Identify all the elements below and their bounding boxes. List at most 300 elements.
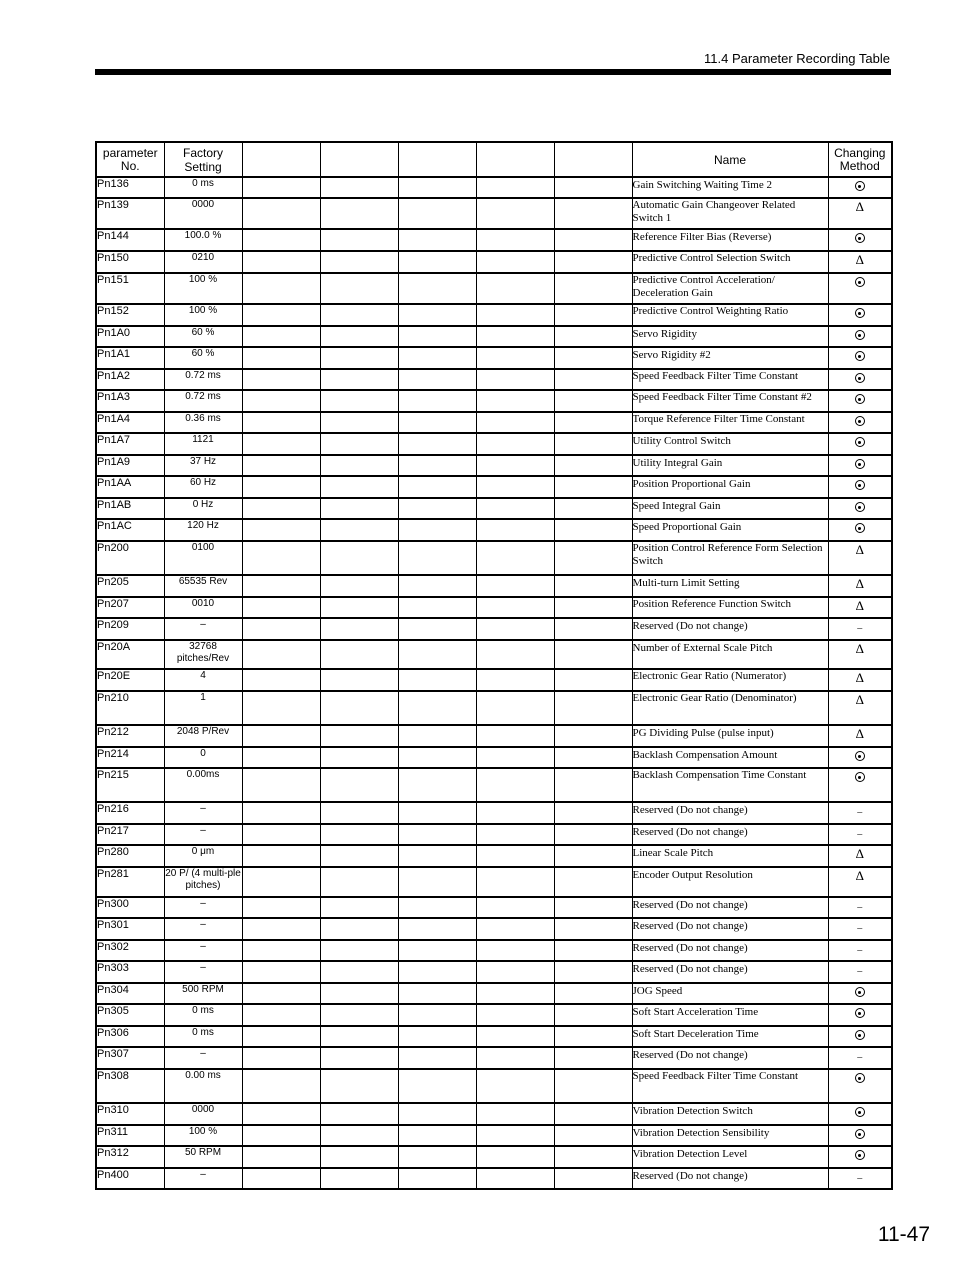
record-blank-cell bbox=[476, 768, 554, 802]
table-row bbox=[96, 433, 892, 455]
record-blank-cell bbox=[242, 455, 320, 476]
param-no-cell: Pn281 bbox=[96, 867, 164, 897]
parameter-name-cell: Soft Start Acceleration Time bbox=[632, 1004, 828, 1026]
record-blank-cell bbox=[320, 867, 398, 897]
record-blank-cell bbox=[398, 640, 476, 669]
record-blank-cell bbox=[398, 304, 476, 326]
param-no-cell: Pn20A bbox=[96, 640, 164, 669]
record-blank-cell bbox=[554, 867, 632, 897]
dash-icon: – bbox=[857, 902, 863, 913]
table-row bbox=[96, 455, 892, 476]
record-blank-cell bbox=[320, 747, 398, 768]
factory-setting-cell: 0 bbox=[164, 747, 242, 768]
table-row bbox=[96, 273, 892, 304]
factory-setting-cell: 100 % bbox=[164, 304, 242, 326]
record-blank-cell bbox=[398, 669, 476, 691]
table-row bbox=[96, 1069, 892, 1103]
immediate-effect-icon bbox=[855, 459, 865, 469]
changing-method-cell bbox=[828, 498, 892, 519]
changing-method-cell bbox=[828, 326, 892, 347]
record-blank-cell bbox=[242, 229, 320, 251]
record-blank-cell bbox=[554, 983, 632, 1004]
factory-setting-cell: – bbox=[164, 802, 242, 824]
factory-setting-cell: 1121 bbox=[164, 433, 242, 455]
changing-method-cell bbox=[828, 867, 892, 897]
record-blank-cell bbox=[398, 455, 476, 476]
record-blank-cell bbox=[242, 177, 320, 198]
table-row bbox=[96, 1026, 892, 1047]
parameter-name-cell: Reserved (Do not change) bbox=[632, 824, 828, 845]
table-row bbox=[96, 390, 892, 412]
record-blank-cell bbox=[554, 768, 632, 802]
record-blank-cell bbox=[398, 1069, 476, 1103]
factory-setting-cell: 1 bbox=[164, 691, 242, 725]
param-no-cell: Pn308 bbox=[96, 1069, 164, 1103]
param-no-cell: Pn152 bbox=[96, 304, 164, 326]
record-blank-cell bbox=[554, 541, 632, 575]
factory-setting-cell: 4 bbox=[164, 669, 242, 691]
record-blank-cell bbox=[320, 640, 398, 669]
record-blank-cell bbox=[398, 867, 476, 897]
record-blank-cell bbox=[476, 961, 554, 983]
changing-method-cell bbox=[828, 1004, 892, 1026]
page-number: 11-47 bbox=[877, 1223, 930, 1246]
record-blank-cell bbox=[476, 575, 554, 597]
table-row bbox=[96, 304, 892, 326]
table-row bbox=[96, 983, 892, 1004]
record-blank-cell bbox=[320, 802, 398, 824]
record-blank-cell bbox=[398, 747, 476, 768]
param-no-cell: Pn209 bbox=[96, 618, 164, 640]
delta-icon: Δ bbox=[855, 726, 864, 741]
parameter-name-cell: Reserved (Do not change) bbox=[632, 940, 828, 961]
immediate-effect-icon bbox=[855, 1129, 865, 1139]
table-row bbox=[96, 1168, 892, 1189]
record-blank-cell bbox=[242, 618, 320, 640]
parameter-name-cell: Servo Rigidity #2 bbox=[632, 347, 828, 369]
param-no-cell: Pn212 bbox=[96, 725, 164, 747]
parameter-name-cell: Utility Integral Gain bbox=[632, 455, 828, 476]
immediate-effect-icon bbox=[855, 772, 865, 782]
record-blank-cell bbox=[320, 541, 398, 575]
param-no-cell: Pn217 bbox=[96, 824, 164, 845]
factory-setting-cell: 100 % bbox=[164, 273, 242, 304]
record-blank-cell bbox=[242, 412, 320, 433]
record-blank-cell bbox=[242, 867, 320, 897]
parameter-name-cell: Predictive Control Selection Switch bbox=[632, 251, 828, 273]
record-blank-cell bbox=[242, 390, 320, 412]
record-blank-cell bbox=[554, 1168, 632, 1189]
table-row bbox=[96, 597, 892, 618]
factory-setting-cell: 32768 pitches/Rev bbox=[164, 640, 242, 669]
factory-setting-cell: 0010 bbox=[164, 597, 242, 618]
record-blank-cell bbox=[320, 597, 398, 618]
record-blank-cell bbox=[476, 597, 554, 618]
record-blank-cell bbox=[554, 390, 632, 412]
immediate-effect-icon bbox=[855, 1008, 865, 1018]
record-blank-cell bbox=[554, 845, 632, 867]
param-no-cell: Pn1AC bbox=[96, 519, 164, 541]
parameter-name-cell: Predictive Control Weighting Ratio bbox=[632, 304, 828, 326]
changing-method-cell bbox=[828, 347, 892, 369]
factory-setting-cell: 100 % bbox=[164, 1125, 242, 1146]
record-blank-cell bbox=[242, 802, 320, 824]
changing-method-cell bbox=[828, 1103, 892, 1125]
record-blank-cell bbox=[242, 983, 320, 1004]
header-blank-4 bbox=[476, 142, 554, 177]
changing-method-cell bbox=[828, 251, 892, 273]
header-blank-2 bbox=[320, 142, 398, 177]
record-blank-cell bbox=[398, 961, 476, 983]
param-no-cell: Pn1AA bbox=[96, 476, 164, 498]
parameter-name-cell: Reserved (Do not change) bbox=[632, 1168, 828, 1189]
changing-method-cell bbox=[828, 177, 892, 198]
record-blank-cell bbox=[476, 326, 554, 347]
table-row bbox=[96, 326, 892, 347]
param-no-cell: Pn1A9 bbox=[96, 455, 164, 476]
record-blank-cell bbox=[476, 1103, 554, 1125]
parameter-name-cell: Vibration Detection Sensibility bbox=[632, 1125, 828, 1146]
dash-icon: – bbox=[857, 623, 863, 634]
parameter-name-cell: Gain Switching Waiting Time 2 bbox=[632, 177, 828, 198]
factory-setting-cell: 0000 bbox=[164, 1103, 242, 1125]
changing-method-cell bbox=[828, 1069, 892, 1103]
record-blank-cell bbox=[242, 1103, 320, 1125]
record-blank-cell bbox=[242, 669, 320, 691]
record-blank-cell bbox=[320, 304, 398, 326]
table-row bbox=[96, 640, 892, 669]
changing-method-cell bbox=[828, 897, 892, 918]
record-blank-cell bbox=[398, 575, 476, 597]
section-header: 11.4 Parameter Recording Table bbox=[704, 51, 890, 66]
record-blank-cell bbox=[476, 983, 554, 1004]
param-no-cell: Pn305 bbox=[96, 1004, 164, 1026]
record-blank-cell bbox=[554, 940, 632, 961]
record-blank-cell bbox=[398, 369, 476, 390]
record-blank-cell bbox=[320, 455, 398, 476]
record-blank-cell bbox=[320, 347, 398, 369]
record-blank-cell bbox=[320, 768, 398, 802]
delta-icon: Δ bbox=[855, 846, 864, 861]
record-blank-cell bbox=[476, 177, 554, 198]
factory-setting-cell: – bbox=[164, 824, 242, 845]
record-blank-cell bbox=[554, 1026, 632, 1047]
record-blank-cell bbox=[476, 347, 554, 369]
param-no-cell: Pn400 bbox=[96, 1168, 164, 1189]
record-blank-cell bbox=[398, 768, 476, 802]
record-blank-cell bbox=[554, 1146, 632, 1168]
record-blank-cell bbox=[398, 725, 476, 747]
dash-icon: – bbox=[857, 923, 863, 934]
parameter-name-cell: JOG Speed bbox=[632, 983, 828, 1004]
factory-setting-cell: 100.0 % bbox=[164, 229, 242, 251]
parameter-name-cell: Reserved (Do not change) bbox=[632, 1047, 828, 1069]
parameter-name-cell: Position Control Reference Form Selection Switch bbox=[632, 541, 828, 575]
changing-method-cell bbox=[828, 669, 892, 691]
record-blank-cell bbox=[320, 433, 398, 455]
record-blank-cell bbox=[398, 845, 476, 867]
factory-setting-cell: – bbox=[164, 1168, 242, 1189]
parameter-name-cell: Linear Scale Pitch bbox=[632, 845, 828, 867]
record-blank-cell bbox=[554, 229, 632, 251]
delta-icon: Δ bbox=[855, 576, 864, 591]
param-no-cell: Pn304 bbox=[96, 983, 164, 1004]
record-blank-cell bbox=[476, 476, 554, 498]
changing-method-cell bbox=[828, 802, 892, 824]
record-blank-cell bbox=[398, 476, 476, 498]
param-no-cell: Pn151 bbox=[96, 273, 164, 304]
factory-setting-cell: 120 Hz bbox=[164, 519, 242, 541]
record-blank-cell bbox=[242, 198, 320, 229]
changing-method-cell bbox=[828, 1168, 892, 1189]
table-row bbox=[96, 725, 892, 747]
factory-setting-cell: 0.00ms bbox=[164, 768, 242, 802]
record-blank-cell bbox=[242, 897, 320, 918]
parameter-name-cell: Servo Rigidity bbox=[632, 326, 828, 347]
record-blank-cell bbox=[554, 802, 632, 824]
changing-method-cell bbox=[828, 983, 892, 1004]
record-blank-cell bbox=[554, 1103, 632, 1125]
param-no-cell: Pn144 bbox=[96, 229, 164, 251]
factory-setting-cell: – bbox=[164, 961, 242, 983]
changing-method-cell bbox=[828, 412, 892, 433]
record-blank-cell bbox=[320, 369, 398, 390]
parameter-name-cell: Reserved (Do not change) bbox=[632, 918, 828, 940]
parameter-name-cell: Speed Feedback Filter Time Constant #2 bbox=[632, 390, 828, 412]
record-blank-cell bbox=[554, 961, 632, 983]
dash-icon: – bbox=[857, 807, 863, 818]
immediate-effect-icon bbox=[855, 987, 865, 997]
record-blank-cell bbox=[320, 326, 398, 347]
record-blank-cell bbox=[476, 433, 554, 455]
record-blank-cell bbox=[242, 747, 320, 768]
record-blank-cell bbox=[554, 369, 632, 390]
factory-setting-cell: 0.72 ms bbox=[164, 390, 242, 412]
record-blank-cell bbox=[398, 519, 476, 541]
param-no-cell: Pn150 bbox=[96, 251, 164, 273]
table-row bbox=[96, 575, 892, 597]
record-blank-cell bbox=[320, 669, 398, 691]
dash-icon: – bbox=[857, 1173, 863, 1184]
record-blank-cell bbox=[398, 198, 476, 229]
record-blank-cell bbox=[476, 940, 554, 961]
param-no-cell: Pn210 bbox=[96, 691, 164, 725]
immediate-effect-icon bbox=[855, 1107, 865, 1117]
param-no-cell: Pn301 bbox=[96, 918, 164, 940]
record-blank-cell bbox=[554, 177, 632, 198]
record-blank-cell bbox=[554, 575, 632, 597]
table-row bbox=[96, 347, 892, 369]
parameter-name-cell: Utility Control Switch bbox=[632, 433, 828, 455]
record-blank-cell bbox=[320, 1047, 398, 1069]
changing-method-cell bbox=[828, 575, 892, 597]
record-blank-cell bbox=[242, 1004, 320, 1026]
factory-setting-cell: 0.36 ms bbox=[164, 412, 242, 433]
record-blank-cell bbox=[476, 747, 554, 768]
immediate-effect-icon bbox=[855, 233, 865, 243]
record-blank-cell bbox=[476, 618, 554, 640]
record-blank-cell bbox=[242, 347, 320, 369]
record-blank-cell bbox=[476, 725, 554, 747]
record-blank-cell bbox=[554, 326, 632, 347]
factory-setting-cell: 60 % bbox=[164, 326, 242, 347]
table-row bbox=[96, 198, 892, 229]
factory-setting-cell: 2048 P/Rev bbox=[164, 725, 242, 747]
changing-method-cell bbox=[828, 845, 892, 867]
record-blank-cell bbox=[554, 476, 632, 498]
param-no-cell: Pn310 bbox=[96, 1103, 164, 1125]
record-blank-cell bbox=[554, 273, 632, 304]
factory-setting-cell: – bbox=[164, 618, 242, 640]
parameter-name-cell: Reserved (Do not change) bbox=[632, 897, 828, 918]
factory-setting-cell: 60 Hz bbox=[164, 476, 242, 498]
dash-icon: – bbox=[857, 966, 863, 977]
record-blank-cell bbox=[476, 691, 554, 725]
record-blank-cell bbox=[476, 1047, 554, 1069]
table-row bbox=[96, 845, 892, 867]
parameter-name-cell: Reserved (Do not change) bbox=[632, 618, 828, 640]
record-blank-cell bbox=[398, 498, 476, 519]
record-blank-cell bbox=[554, 498, 632, 519]
factory-setting-cell: 500 RPM bbox=[164, 983, 242, 1004]
record-blank-cell bbox=[476, 1069, 554, 1103]
record-blank-cell bbox=[476, 455, 554, 476]
parameter-name-cell: Vibration Detection Level bbox=[632, 1146, 828, 1168]
record-blank-cell bbox=[398, 1146, 476, 1168]
changing-method-cell bbox=[828, 476, 892, 498]
changing-method-cell bbox=[828, 229, 892, 251]
record-blank-cell bbox=[320, 198, 398, 229]
record-blank-cell bbox=[476, 918, 554, 940]
changing-method-cell bbox=[828, 369, 892, 390]
changing-method-cell bbox=[828, 390, 892, 412]
record-blank-cell bbox=[476, 1146, 554, 1168]
record-blank-cell bbox=[320, 1069, 398, 1103]
param-no-cell: Pn300 bbox=[96, 897, 164, 918]
immediate-effect-icon bbox=[855, 437, 865, 447]
record-blank-cell bbox=[242, 519, 320, 541]
table-row bbox=[96, 824, 892, 845]
param-no-cell: Pn1A7 bbox=[96, 433, 164, 455]
param-no-cell: Pn1A3 bbox=[96, 390, 164, 412]
record-blank-cell bbox=[320, 1168, 398, 1189]
table-row bbox=[96, 476, 892, 498]
record-blank-cell bbox=[554, 669, 632, 691]
record-blank-cell bbox=[242, 1026, 320, 1047]
record-blank-cell bbox=[320, 177, 398, 198]
record-blank-cell bbox=[476, 802, 554, 824]
record-blank-cell bbox=[554, 1004, 632, 1026]
table-row bbox=[96, 251, 892, 273]
factory-setting-cell: 20 P/ (4 multi-ple pitches) bbox=[164, 867, 242, 897]
immediate-effect-icon bbox=[855, 751, 865, 761]
record-blank-cell bbox=[398, 390, 476, 412]
param-no-cell: Pn280 bbox=[96, 845, 164, 867]
record-blank-cell bbox=[320, 251, 398, 273]
parameter-name-cell: Automatic Gain Changeover Related Switch 1 bbox=[632, 198, 828, 229]
factory-setting-cell: – bbox=[164, 1047, 242, 1069]
immediate-effect-icon bbox=[855, 394, 865, 404]
record-blank-cell bbox=[398, 1103, 476, 1125]
record-blank-cell bbox=[242, 961, 320, 983]
record-blank-cell bbox=[320, 229, 398, 251]
table-row bbox=[96, 498, 892, 519]
record-blank-cell bbox=[554, 1047, 632, 1069]
record-blank-cell bbox=[398, 433, 476, 455]
record-blank-cell bbox=[398, 229, 476, 251]
table-row bbox=[96, 541, 892, 575]
record-blank-cell bbox=[476, 229, 554, 251]
record-blank-cell bbox=[554, 918, 632, 940]
parameter-name-cell: Position Proportional Gain bbox=[632, 476, 828, 498]
record-blank-cell bbox=[554, 412, 632, 433]
changing-method-cell bbox=[828, 824, 892, 845]
table-row bbox=[96, 519, 892, 541]
record-blank-cell bbox=[476, 519, 554, 541]
factory-setting-cell: 0 ms bbox=[164, 177, 242, 198]
record-blank-cell bbox=[476, 1125, 554, 1146]
record-blank-cell bbox=[242, 824, 320, 845]
param-no-cell: Pn1A2 bbox=[96, 369, 164, 390]
changing-method-cell bbox=[828, 940, 892, 961]
delta-icon: Δ bbox=[855, 252, 864, 267]
record-blank-cell bbox=[320, 940, 398, 961]
record-blank-cell bbox=[476, 824, 554, 845]
record-blank-cell bbox=[398, 347, 476, 369]
parameter-name-cell: Reference Filter Bias (Reverse) bbox=[632, 229, 828, 251]
header-changing-method: Changing Method bbox=[828, 142, 892, 177]
header-param-no: parameter No. bbox=[96, 142, 164, 177]
param-no-cell: Pn311 bbox=[96, 1125, 164, 1146]
record-blank-cell bbox=[320, 983, 398, 1004]
changing-method-cell bbox=[828, 433, 892, 455]
record-blank-cell bbox=[398, 273, 476, 304]
delta-icon: Δ bbox=[855, 598, 864, 613]
record-blank-cell bbox=[554, 251, 632, 273]
immediate-effect-icon bbox=[855, 181, 865, 191]
record-blank-cell bbox=[242, 304, 320, 326]
record-blank-cell bbox=[398, 251, 476, 273]
changing-method-cell bbox=[828, 1146, 892, 1168]
factory-setting-cell: 0000 bbox=[164, 198, 242, 229]
param-no-cell: Pn303 bbox=[96, 961, 164, 983]
parameter-name-cell: Backlash Compensation Amount bbox=[632, 747, 828, 768]
immediate-effect-icon bbox=[855, 1073, 865, 1083]
param-no-cell: Pn200 bbox=[96, 541, 164, 575]
dash-icon: – bbox=[857, 1052, 863, 1063]
factory-setting-cell: 0 Hz bbox=[164, 498, 242, 519]
record-blank-cell bbox=[320, 824, 398, 845]
record-blank-cell bbox=[398, 1004, 476, 1026]
table-row bbox=[96, 412, 892, 433]
changing-method-cell bbox=[828, 519, 892, 541]
changing-method-cell bbox=[828, 691, 892, 725]
record-blank-cell bbox=[398, 918, 476, 940]
record-blank-cell bbox=[476, 304, 554, 326]
record-blank-cell bbox=[320, 273, 398, 304]
record-blank-cell bbox=[398, 618, 476, 640]
record-blank-cell bbox=[476, 251, 554, 273]
header-rule bbox=[95, 69, 891, 75]
record-blank-cell bbox=[398, 597, 476, 618]
table-row bbox=[96, 802, 892, 824]
record-blank-cell bbox=[242, 326, 320, 347]
record-blank-cell bbox=[320, 575, 398, 597]
parameter-name-cell: Backlash Compensation Time Constant bbox=[632, 768, 828, 802]
parameter-name-cell: Vibration Detection Switch bbox=[632, 1103, 828, 1125]
param-no-cell: Pn139 bbox=[96, 198, 164, 229]
param-no-cell: Pn312 bbox=[96, 1146, 164, 1168]
